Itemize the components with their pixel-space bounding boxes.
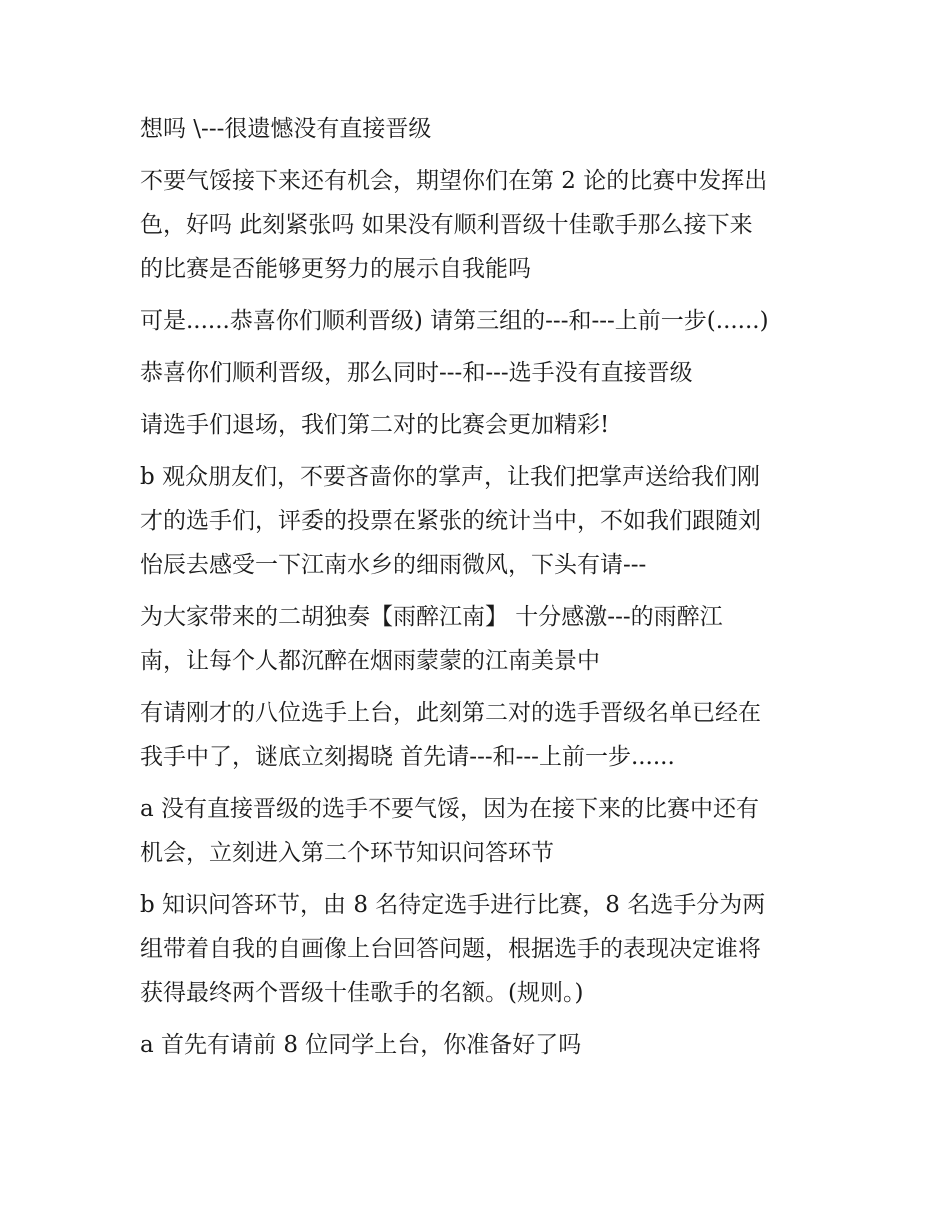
paragraph (140, 354, 820, 392)
text-line: 我手中了，谜底立刻揭晓 首先请---和---上前一步...... (140, 744, 675, 770)
text-line: 怡辰去感受一下江南水乡的细雨微风，下头有请--- (140, 552, 647, 578)
paragraph (140, 110, 820, 148)
text-line: 可是......恭喜你们顺利晋级) 请第三组的---和---上前一步(......) (140, 308, 769, 334)
document-body (140, 110, 820, 1064)
paragraph (140, 598, 820, 680)
paragraph (140, 694, 820, 776)
paragraph (140, 302, 820, 340)
text-line: 才的选手们，评委的投票在紧张的统计当中，不如我们跟随刘 (140, 508, 761, 534)
text-line: 机会，立刻进入第二个环节知识问答环节 (140, 840, 554, 866)
text-line: 南，让每个人都沉醉在烟雨蒙蒙的江南美景中 (140, 648, 600, 674)
text-line: 想吗 \---很遗憾没有直接晋级 (140, 116, 432, 142)
text-line: 色，好吗 此刻紧张吗 如果没有顺利晋级十佳歌手那么接下来 (140, 212, 753, 238)
text-line: 获得最终两个晋级十佳歌手的名额。(规则。) (140, 980, 584, 1006)
paragraph (140, 406, 820, 444)
paragraph (140, 886, 820, 1012)
text-line: a 首先有请前 8 位同学上台，你准备好了吗 (140, 1032, 582, 1058)
paragraph (140, 790, 820, 872)
text-line: 不要气馁接下来还有机会，期望你们在第 2 论的比赛中发挥出 (140, 168, 768, 194)
paragraph (140, 1026, 820, 1064)
text-line: 恭喜你们顺利晋级，那么同时---和---选手没有直接晋级 (140, 360, 693, 386)
text-line: 组带着自我的自画像上台回答问题，根据选手的表现决定谁将 (140, 936, 761, 962)
text-line: 有请刚才的八位选手上台，此刻第二对的选手晋级名单已经在 (140, 700, 761, 726)
text-line: b 知识问答环节，由 8 名待定选手进行比赛，8 名选手分为两 (140, 892, 766, 918)
text-line: 的比赛是否能够更努力的展示自我能吗 (140, 256, 531, 282)
text-line: b 观众朋友们，不要吝啬你的掌声，让我们把掌声送给我们刚 (140, 464, 761, 490)
text-line: 请选手们退场，我们第二对的比赛会更加精彩! (140, 412, 610, 438)
text-line: a 没有直接晋级的选手不要气馁，因为在接下来的比赛中还有 (140, 796, 760, 822)
paragraph (140, 162, 820, 288)
paragraph (140, 458, 820, 584)
text-line: 为大家带来的二胡独奏【雨醉江南】 十分感激---的雨醉江 (140, 604, 723, 630)
